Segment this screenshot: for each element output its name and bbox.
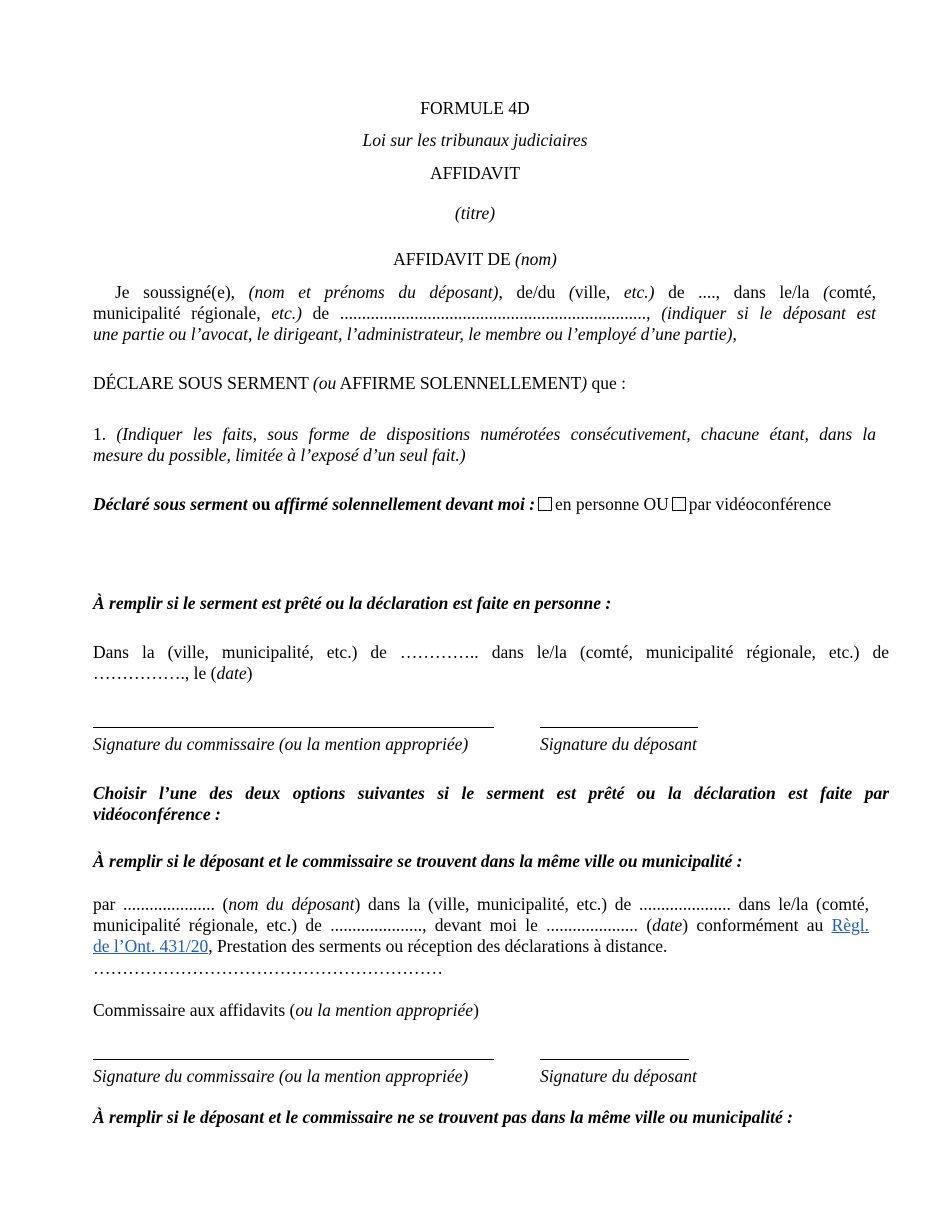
section-heading: vidéoconférence : bbox=[93, 804, 221, 824]
intro-text: , bbox=[732, 324, 737, 344]
form-number: FORMULE 4D bbox=[420, 98, 530, 118]
same-city-line-3 bbox=[93, 936, 876, 956]
intro-text: Je soussigné(e), bbox=[115, 282, 236, 302]
intro-line-3 bbox=[93, 324, 876, 344]
deponent-name-placeholder: nom du déposant bbox=[228, 894, 355, 914]
intro-placeholder: une partie ou l’avocat, le dirigeant, l’administrateur, le membre ou l’employé d’une partie) bbox=[93, 324, 733, 344]
intro-text: de ......................................................................, bbox=[312, 303, 651, 323]
intro-placeholder: etc.) bbox=[623, 282, 655, 302]
deponent-signature-line[interactable] bbox=[540, 727, 698, 728]
intro-text: le/la bbox=[779, 282, 810, 302]
intro-text: ville, bbox=[574, 282, 611, 302]
section-heading: À remplir si le déposant et le commissaire se trouvent dans la même ville ou municipalité : bbox=[93, 851, 743, 871]
declaration-statement bbox=[93, 373, 876, 393]
commissioner-signature-label: Signature du commissaire (ou la mention appropriée) bbox=[93, 734, 469, 754]
intro-paren: ( bbox=[823, 282, 829, 302]
deponent-signature-line-2[interactable] bbox=[540, 1059, 689, 1060]
document-type: AFFIDAVIT bbox=[429, 163, 521, 183]
intro-text: municipalité régionale, bbox=[93, 303, 261, 323]
video-conference-label: par vidéoconférence bbox=[688, 494, 832, 514]
affidavit-of-label: AFFIDAVIT DE bbox=[393, 249, 511, 269]
location-text: ) bbox=[246, 663, 253, 683]
same-city-heading bbox=[93, 851, 876, 871]
video-conference-checkbox[interactable] bbox=[672, 497, 686, 511]
intro-placeholder: etc.) bbox=[271, 303, 302, 323]
affidavit-of-name: (nom) bbox=[515, 249, 557, 269]
intro-text: de ...., bbox=[668, 282, 721, 302]
intro-text: , de/du bbox=[498, 282, 556, 302]
same-city-line-1 bbox=[93, 894, 869, 914]
declare-text: que : bbox=[591, 373, 626, 393]
intro-text: dans bbox=[733, 282, 766, 302]
commissioner-placeholder: ou la mention appropriée bbox=[295, 1000, 474, 1020]
date-placeholder: date bbox=[216, 663, 247, 683]
affidavit-of-heading bbox=[0, 249, 950, 269]
sworn-or: ou bbox=[251, 494, 271, 514]
declare-text: AFFIRME SOLENNELLEMENT bbox=[339, 373, 582, 393]
intro-paren: ( bbox=[568, 282, 575, 302]
section-heading: À remplir si le déposant et le commissaire ne se trouvent pas dans la même ville ou municipalité : bbox=[93, 1107, 793, 1127]
law-title: Loi sur les tribunaux judiciaires bbox=[362, 130, 588, 150]
commissioner-text: Commissaire aux affidavits ( bbox=[93, 1000, 296, 1020]
item-number: 1. bbox=[93, 424, 107, 444]
para-text: ) dans la (ville, municipalité, etc.) de ..................... dans le/la (comté, bbox=[354, 894, 869, 914]
sworn-text: affirmé solennellement devant moi : bbox=[274, 494, 536, 514]
declare-or: (ou bbox=[312, 373, 337, 393]
para-text: , Prestation des serments ou réception des déclarations à distance. bbox=[208, 936, 668, 956]
commissioner-title bbox=[93, 1000, 876, 1020]
item-instruction: (Indiquer les faits, sous forme de dispositions numérotées consécutivement, chacune étant, dans la bbox=[116, 424, 877, 444]
para-text: par ..................... ( bbox=[93, 894, 229, 914]
para-text: ) conformément au bbox=[682, 915, 824, 935]
commissioner-text: ) bbox=[473, 1000, 479, 1020]
intro-line-1 bbox=[93, 282, 876, 302]
regulation-link[interactable]: de l’Ont. 431/20 bbox=[93, 936, 209, 956]
sworn-text: Déclaré sous serment bbox=[93, 494, 248, 514]
declare-paren: ) bbox=[581, 373, 588, 393]
in-person-label: en personne OU bbox=[555, 494, 669, 514]
commissioner-signature-label-2: Signature du commissaire (ou la mention appropriée) bbox=[93, 1066, 469, 1086]
item-1-line-1 bbox=[93, 424, 876, 444]
section-heading: À remplir si le serment est prêté ou la déclaration est faite en personne : bbox=[93, 593, 612, 613]
same-city-line-4: …………………………………………………… bbox=[93, 958, 443, 978]
commissioner-signature-line-2[interactable] bbox=[93, 1059, 494, 1060]
video-heading-line-2 bbox=[93, 804, 876, 824]
intro-text: comté, bbox=[828, 282, 877, 302]
intro-placeholder: (indiquer si le déposant est bbox=[661, 303, 877, 323]
declare-text: DÉCLARE SOUS SERMENT bbox=[93, 373, 309, 393]
date-placeholder: date bbox=[652, 915, 683, 935]
intro-placeholder: (nom et prénoms du déposant) bbox=[248, 282, 499, 302]
regulation-link[interactable]: Règl. bbox=[831, 915, 870, 935]
deponent-signature-label-2: Signature du déposant bbox=[540, 1066, 697, 1086]
commissioner-signature-line[interactable] bbox=[93, 727, 494, 728]
in-person-location-line-2 bbox=[93, 663, 876, 683]
item-instruction: mesure du possible, limitée à l’exposé d’un seul fait.) bbox=[93, 445, 466, 465]
in-person-checkbox[interactable] bbox=[538, 497, 552, 511]
video-heading-line-1 bbox=[93, 783, 889, 803]
intro-line-2 bbox=[93, 303, 876, 323]
item-1-line-2 bbox=[93, 445, 876, 465]
title-placeholder: (titre) bbox=[454, 203, 496, 223]
para-text: municipalité régionale, etc.) de ....................., devant moi le ..................... ( bbox=[93, 915, 653, 935]
same-city-line-2 bbox=[93, 915, 869, 935]
in-person-heading bbox=[93, 593, 876, 613]
different-city-heading bbox=[93, 1107, 876, 1127]
location-text: ……………., le ( bbox=[93, 663, 217, 683]
in-person-location-line-1: Dans la (ville, municipalité, etc.) de ………….. dans le/la (comté, municipalité régionale, etc.) de bbox=[93, 642, 889, 662]
deponent-signature-label: Signature du déposant bbox=[540, 734, 697, 754]
section-heading: Choisir l’une des deux options suivantes si le serment est prêté ou la déclaration est faite par bbox=[93, 783, 889, 803]
sworn-before-me bbox=[93, 494, 893, 514]
